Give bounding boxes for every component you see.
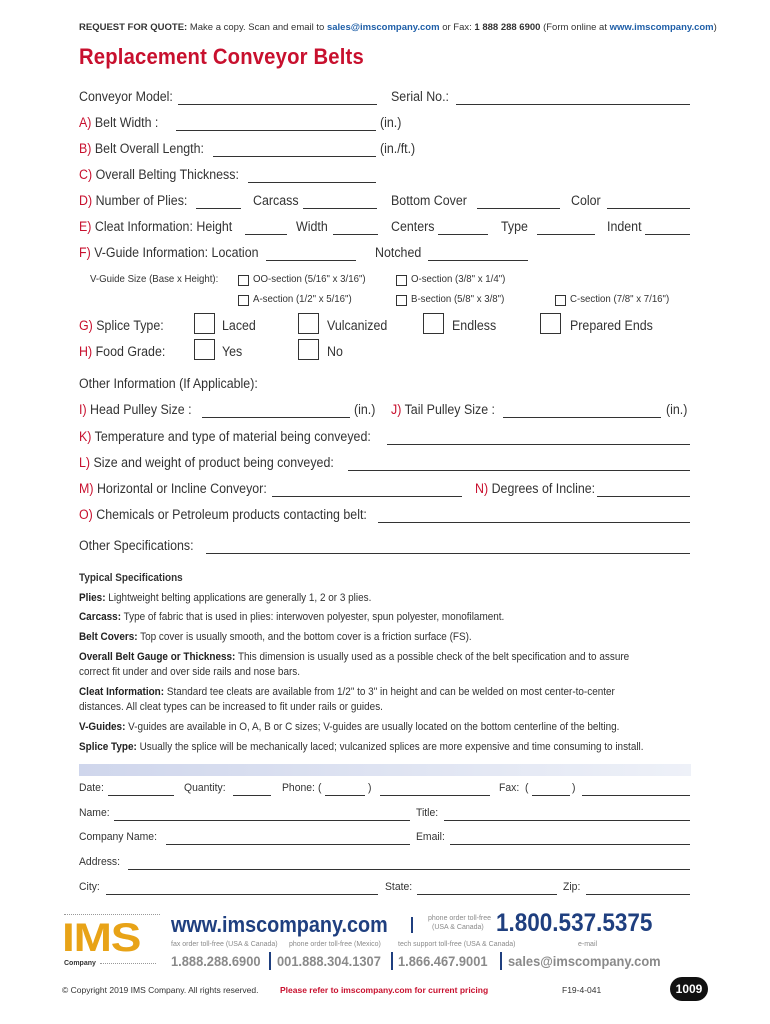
title-label: Title: (416, 807, 439, 819)
product-size-field[interactable] (348, 470, 690, 471)
belt-width-field[interactable] (176, 130, 376, 131)
instr-text-1: Make a copy. Scan and email to (187, 22, 327, 33)
belting-thickness-field[interactable] (248, 182, 376, 183)
tech-label: tech support toll-free (USA & Canada) (398, 941, 516, 948)
cleat-centers-label: Centers (391, 219, 435, 234)
conveyor-model-field[interactable] (178, 104, 377, 105)
spec-plies: Plies: Lightweight belting applications are generally 1, 2 or 3 plies. (79, 592, 372, 604)
serial-no-label: Serial No.: (391, 89, 449, 104)
belt-length-label: B) Belt Overall Length: (79, 141, 204, 156)
cleat-width-field[interactable] (333, 234, 378, 235)
tail-pulley-field[interactable] (503, 417, 661, 418)
plies-field[interactable] (196, 208, 241, 209)
instr-text-3: (Form online at (540, 22, 610, 33)
header-fax: 1 888 288 6900 (474, 22, 541, 33)
instr-text-2: or Fax: (439, 22, 475, 33)
other-specs-label: Other Specifications: (79, 538, 194, 553)
date-field[interactable] (108, 795, 174, 796)
phone-order-region: (USA & Canada) (432, 924, 484, 931)
serial-no-field[interactable] (456, 104, 690, 105)
cleat-centers-field[interactable] (438, 234, 488, 235)
footer-separator-4 (500, 952, 502, 970)
footer-url[interactable]: www.imscompany.com (171, 912, 388, 937)
bottom-cover-label: Bottom Cover (391, 193, 467, 208)
food-grade-label: H) Food Grade: (79, 344, 166, 359)
footer-email[interactable]: sales@imscompany.com (508, 953, 661, 969)
date-label: Date: (79, 782, 104, 794)
temperature-field[interactable] (387, 444, 690, 445)
degrees-incline-label: N) Degrees of Incline: (475, 481, 596, 496)
phone-field[interactable] (380, 795, 490, 796)
vguide-o-checkbox[interactable] (396, 275, 407, 286)
email-label: Email: (416, 831, 445, 843)
header-email-link[interactable]: sales@imscompany.com (326, 22, 440, 33)
vguide-a-label: A-section (1/2" x 5/16") (253, 293, 352, 305)
copyright: © Copyright 2019 IMS Company. All rights reserved. (62, 985, 259, 995)
belting-thickness-label: C) Overall Belting Thickness: (79, 167, 239, 182)
page-badge: 1009 (670, 977, 708, 1001)
form-code: F19-4-041 (562, 985, 602, 995)
address-label: Address: (79, 856, 121, 868)
splice-type-label: G) Splice Type: (79, 318, 164, 333)
page-title: Replacement Conveyor Belts (79, 44, 364, 69)
conveyor-model-label: Conveyor Model: (79, 89, 173, 104)
state-field[interactable] (417, 894, 557, 895)
splice-vulcanized-checkbox[interactable] (298, 313, 319, 334)
vguide-b-label: B-section (5/8" x 3/8") (411, 293, 505, 305)
degrees-incline-field[interactable] (597, 496, 690, 497)
specs-heading: Typical Specifications (79, 572, 183, 584)
color-label: Color (571, 193, 601, 208)
ims-logo (62, 914, 162, 970)
spec-belt-covers: Belt Covers: Top cover is usually smooth, and the bottom cover is a friction surface (FS). (79, 631, 472, 643)
head-pulley-label: I) Head Pulley Size : (79, 402, 192, 417)
main-phone[interactable]: 1.800.537.5375 (496, 909, 653, 937)
zip-label: Zip: (563, 881, 581, 893)
vguide-c-checkbox[interactable] (555, 295, 566, 306)
cleat-width-label: Width (296, 219, 328, 234)
footer-separator-2 (269, 952, 271, 970)
belt-length-field[interactable] (213, 156, 376, 157)
spec-gauge-cont: correct fit under and over side rails and nose bars. (79, 666, 301, 678)
food-grade-no-checkbox[interactable] (298, 339, 319, 360)
notched-field[interactable] (428, 260, 528, 261)
spec-cleat: Cleat Information: Standard tee cleats are available from 1/2" to 3" in height and can be welded on most center-to-center (79, 686, 615, 698)
other-specs-field[interactable] (206, 553, 690, 554)
email-field[interactable] (450, 844, 690, 845)
spec-vguides: V-Guides: V-guides are available in O, A, B or C sizes; V-guides are usually located on the bottom centerline of the belting. (79, 721, 620, 733)
title-field[interactable] (444, 820, 690, 821)
section-divider (79, 764, 691, 776)
vguide-location-label: F) V-Guide Information: Location (79, 245, 259, 260)
logo-sub: Company (64, 960, 96, 967)
vguide-size-label: V-Guide Size (Base x Height): (90, 273, 219, 285)
state-label: State: (385, 881, 413, 893)
splice-prepared-label: Prepared Ends (570, 318, 653, 333)
vguide-oo-checkbox[interactable] (238, 275, 249, 286)
fax-area-field[interactable] (532, 795, 570, 796)
other-info-heading: Other Information (If Applicable): (79, 376, 258, 391)
mexico-number[interactable]: 001.888.304.1307 (277, 953, 381, 969)
belt-width-unit: (in.) (380, 115, 402, 130)
belt-width-label: A) Belt Width : (79, 115, 159, 130)
product-size-label: L) Size and weight of product being conveyed: (79, 455, 334, 470)
splice-laced-label: Laced (222, 318, 256, 333)
spec-cleat-cont: distances. All cleat types can be increased to fit under rails or guides. (79, 701, 383, 713)
tech-number[interactable]: 1.866.467.9001 (398, 953, 488, 969)
cleat-indent-field[interactable] (645, 234, 690, 235)
mexico-label: phone order toll-free (Mexico) (289, 941, 381, 948)
quantity-field[interactable] (233, 795, 271, 796)
carcass-field[interactable] (303, 208, 377, 209)
cleat-height-field[interactable] (245, 234, 287, 235)
chemicals-field[interactable] (378, 522, 690, 523)
vguide-a-checkbox[interactable] (238, 295, 249, 306)
phone-paren-open: ( (318, 782, 322, 794)
fax-paren-open: ( (525, 782, 529, 794)
incline-conveyor-field[interactable] (272, 496, 462, 497)
fax-order-label: fax order toll-free (USA & Canada) (171, 941, 278, 948)
food-grade-no-label: No (327, 344, 343, 359)
vguide-oo-label: OO-section (5/16" x 3/16") (253, 273, 366, 285)
color-field[interactable] (607, 208, 690, 209)
vguide-o-label: O-section (3/8" x 1/4") (411, 273, 506, 285)
fax-label: Fax: (499, 782, 520, 794)
name-field[interactable] (114, 820, 410, 821)
pricing-note: Please refer to imscompany.com for current pricing (280, 985, 489, 995)
carcass-label: Carcass (253, 193, 299, 208)
email-small-label: e-mail (578, 941, 598, 948)
food-grade-yes-checkbox[interactable] (194, 339, 215, 360)
bottom-cover-field[interactable] (477, 208, 560, 209)
plies-label: D) Number of Plies: (79, 193, 188, 208)
phone-label: Phone: (282, 782, 315, 794)
quote-instructions (79, 22, 717, 33)
temperature-label: K) Temperature and type of material being conveyed: (79, 429, 371, 444)
cleat-type-label: Type (501, 219, 528, 234)
tail-pulley-label: J) Tail Pulley Size : (391, 402, 496, 417)
tail-pulley-unit: (in.) (666, 402, 688, 417)
company-field[interactable] (166, 844, 410, 845)
instr-text-4: ) (713, 22, 717, 33)
footer-separator (411, 917, 413, 933)
phone-area-field[interactable] (325, 795, 365, 796)
city-field[interactable] (106, 894, 378, 895)
footer-separator-3 (391, 952, 393, 970)
name-label: Name: (79, 807, 110, 819)
belt-length-unit: (in./ft.) (380, 141, 416, 156)
fax-field[interactable] (582, 795, 690, 796)
head-pulley-unit: (in.) (354, 402, 376, 417)
fax-number[interactable]: 1.888.288.6900 (171, 953, 261, 969)
phone-order-label: phone order toll-free (428, 915, 492, 922)
cleat-type-field[interactable] (537, 234, 595, 235)
spec-gauge: Overall Belt Gauge or Thickness: This dimension is usually used as a possible check of the belt specification and to assure (79, 651, 630, 663)
food-grade-yes-label: Yes (222, 344, 243, 359)
cleat-height-label: E) Cleat Information: Height (79, 219, 233, 234)
phone-paren-close: ) (368, 782, 372, 794)
splice-vulcanized-label: Vulcanized (327, 318, 388, 333)
splice-endless-checkbox[interactable] (423, 313, 444, 334)
spec-carcass: Carcass: Type of fabric that is used in plies: interwoven polyester, spun polyester, monofilament. (79, 611, 505, 623)
vguide-b-checkbox[interactable] (396, 295, 407, 306)
company-label: Company Name: (79, 831, 157, 843)
splice-prepared-checkbox[interactable] (540, 313, 561, 334)
splice-laced-checkbox[interactable] (194, 313, 215, 334)
head-pulley-field[interactable] (202, 417, 350, 418)
header-site-link[interactable]: www.imscompany.com (609, 22, 714, 33)
vguide-c-label: C-section (7/8" x 7/16") (570, 293, 670, 305)
address-field[interactable] (128, 869, 690, 870)
fax-paren-close: ) (572, 782, 576, 794)
cleat-indent-label: Indent (607, 219, 642, 234)
notched-label: Notched (375, 245, 422, 260)
zip-field[interactable] (586, 894, 690, 895)
quantity-label: Quantity: (184, 782, 226, 794)
splice-endless-label: Endless (452, 318, 497, 333)
chemicals-label: O) Chemicals or Petroleum products contacting belt: (79, 507, 367, 522)
incline-conveyor-label: M) Horizontal or Incline Conveyor: (79, 481, 267, 496)
city-label: City: (79, 881, 100, 893)
logo-mark: IMS (62, 916, 141, 960)
spec-splice: Splice Type: Usually the splice will be mechanically laced; vulcanized splices are more expensive and time consuming to install. (79, 741, 644, 753)
quote-prefix: REQUEST FOR QUOTE: (79, 22, 188, 33)
vguide-location-field[interactable] (266, 260, 356, 261)
